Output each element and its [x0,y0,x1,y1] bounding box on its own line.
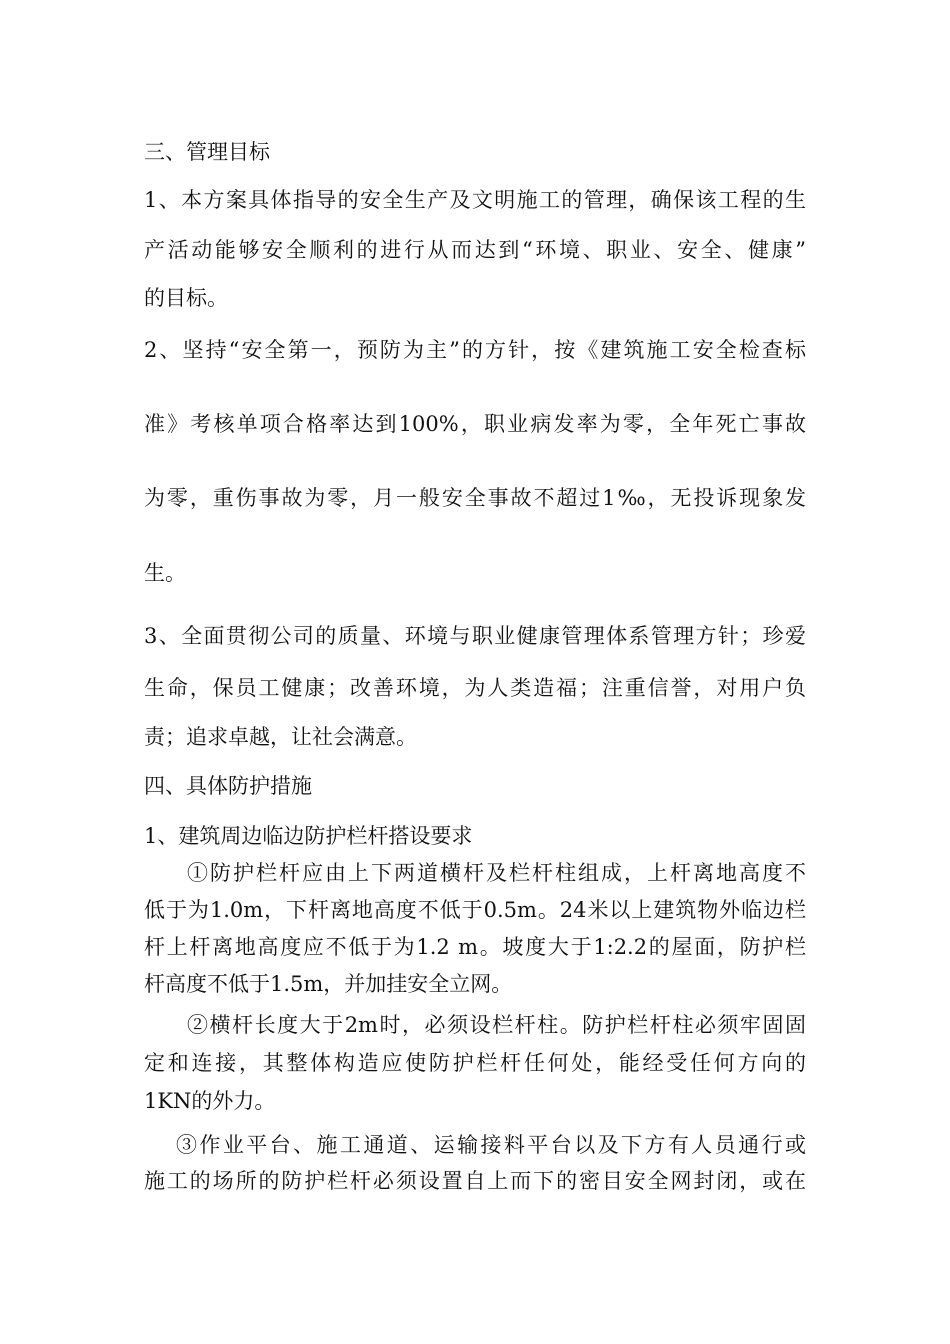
paragraph-line: 低于为1.0m，下杆离地高度不低于0.5m。24米以上建筑物外临边栏 [144,898,806,922]
heading-protective-measures: 四、具体防护措施 [144,774,312,798]
paragraph-line: 杆高度不低于1.5m，并加挂安全立网。 [144,972,513,996]
paragraph-line: 准》考核单项合格率达到100%，职业病发率为零，全年死亡事故 [144,412,806,436]
paragraph-line: ③作业平台、施工通道、运输接料平台以及下方有人员通行或 [176,1133,806,1157]
paragraph-line: 定和连接，其整体构造应使防护栏杆任何处，能经受任何方向的 [144,1051,806,1075]
paragraph-line: 1、本方案具体指导的安全生产及文明施工的管理，确保该工程的生 [144,188,806,212]
paragraph-line: ②横杆长度大于2m时，必须设栏杆柱。防护栏杆柱必须牢固固 [187,1013,806,1037]
paragraph-line: 生命，保员工健康；改善环境，为人类造福；注重信誉，对用户负 [144,676,806,700]
paragraph-line: 产活动能够安全顺利的进行从而达到“环境、职业、安全、健康” [144,238,806,262]
subheading-guardrail-requirements: 1、建筑周边临边防护栏杆搭设要求 [144,824,473,848]
paragraph-line: 为零，重伤事故为零，月一般安全事故不超过1‰，无投诉现象发 [144,486,806,510]
paragraph-line: 责；追求卓越，让社会满意。 [144,725,417,749]
paragraph-line: 的目标。 [144,286,228,310]
paragraph-line: 3、全面贯彻公司的质量、环境与职业健康管理体系管理方针；珍爱 [144,624,806,648]
paragraph-line: 生。 [144,561,186,585]
paragraph-line: ①防护栏杆应由上下两道横杆及栏杆柱组成，上杆离地高度不 [187,861,806,885]
paragraph-line: 2、坚持“安全第一，预防为主”的方针，按《建筑施工安全检查标 [144,338,806,362]
paragraph-line: 1KN的外力。 [144,1089,276,1113]
paragraph-line: 杆上杆离地高度应不低于为1.2 m。坡度大于1:2.2的屋面，防护栏 [144,935,806,959]
heading-management-goals: 三、管理目标 [144,140,270,164]
paragraph-line: 施工的场所的防护栏杆必须设置自上而下的密目安全网封闭，或在 [144,1169,806,1193]
